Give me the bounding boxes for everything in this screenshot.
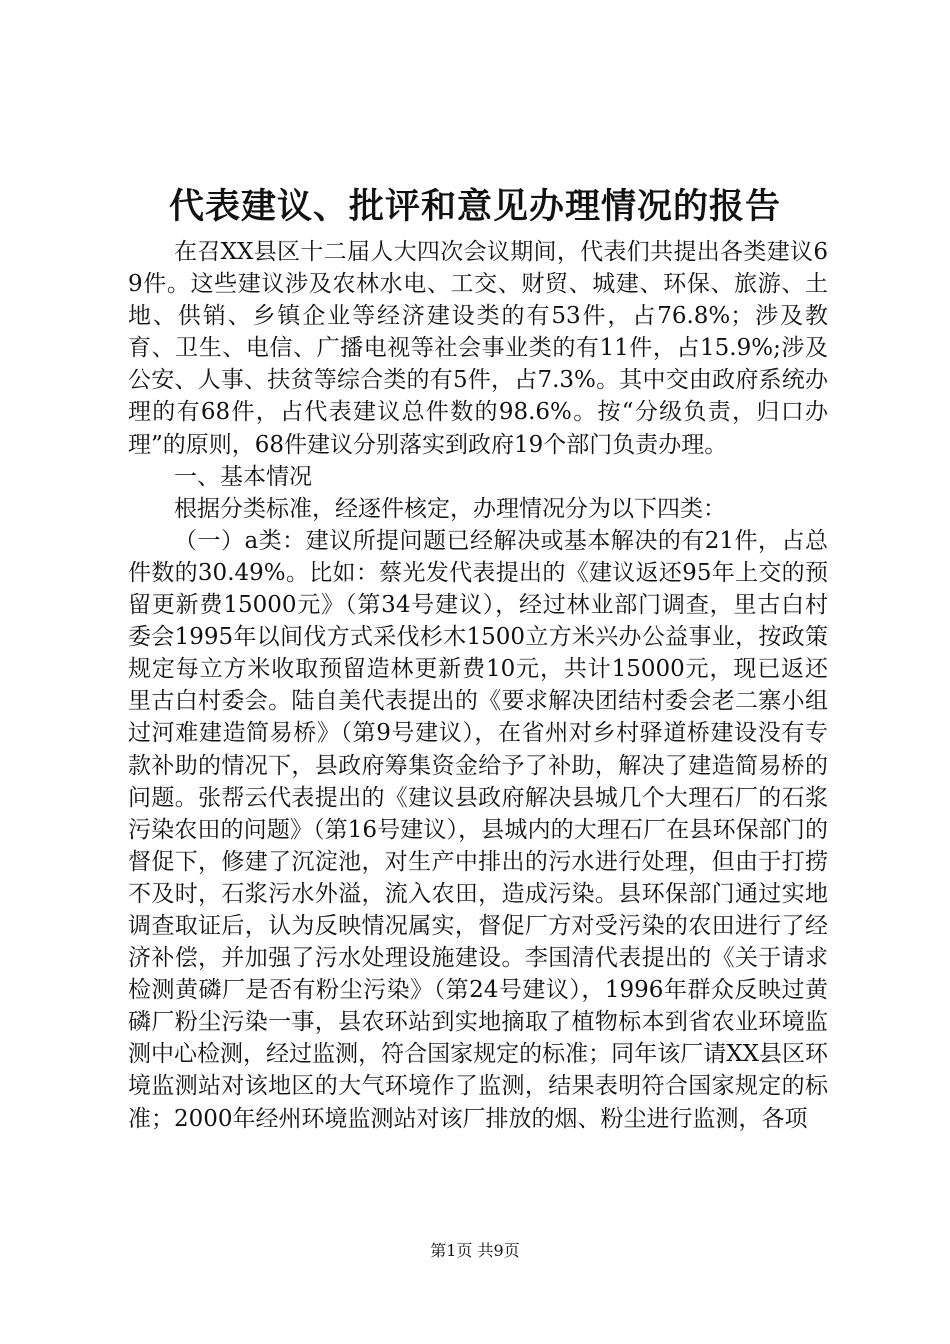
section-heading-basic: 一、基本情况 bbox=[174, 463, 312, 490]
paragraph-category-a: （一）a类：建议所提问题已经解决或基本解决的有21件，占总件数的30.49%。比如：蔡光发代表提出的《建议返还95年上交的预留更新费15000元》（第34号建议），经过林业部门调查，里古白村委会1995年以间伐方式采伐杉木1500立方米兴办公益事业，按政策规定每立方米收取预留造林更新费10元，共计15000元，现已返还里古白村委会。陆自美代表提出的《要求解决团结村委会老二寨小组过河难建造简易桥》（第9号建议），在省州对乡村驿道桥建设没有专款补助的情况下，县政府筹集资金给予了补助，解决了建造简易桥的问题。张帮云代表提出的《建议县政府解决县城几个大理石厂的石浆污染农田的问题》（第16号建议），县城内的大理石厂在县环保部门的督促下，修建了沉淀池，对生产中排出的污水进行处理，但由于打捞不及时，石浆污水外溢，流入农田，造成污染。县环保部门通过实地调查取证后，认为反映情况属实，督促厂方对受污染的农田进行了经济补偿，并加强了污水处理设施建设。李国清代表提出的《关于请求检测黄磷厂是否有粉尘污染》（第24号建议），1996年群众反映过黄磷厂粉尘污染一事，县农环站到实地摘取了植物标本到省农业环境监测中心检测，经过监测，符合国家规定的标准；同年该厂请XX县区环境监测站对该地区的大气环境作了监测，结果表明符合国家规定的标准；2000年经州环境监测站对该厂排放的烟、粉尘进行监测，各项 bbox=[128, 527, 828, 1132]
paragraph-intro: 在召XX县区十二届人大四次会议期间，代表们共提出各类建议69件。这些建议涉及农林水电、工交、财贸、城建、环保、旅游、土地、供销、乡镇企业等经济建设类的有53件，占76.8%；涉及教育、卫生、电信、广播电视等社会事业类的有11件，占15.9%;涉及公安、人事、扶贫等综合类的有5件，占7.3%。其中交由政府系统办理的有68件，占代表建议总件数的98.6%。按“分级负责，归口办理”的原则，68件建议分别落实到政府19个部门负责办理。 bbox=[128, 239, 828, 458]
document-body bbox=[128, 236, 828, 1135]
paragraph-classification: 根据分类标准，经逐件核定，办理情况分为以下四类： bbox=[174, 495, 726, 522]
document-title: 代表建议、批评和意见办理情况的报告 bbox=[168, 186, 781, 227]
page-number: 第1页 共9页 bbox=[430, 1241, 520, 1260]
